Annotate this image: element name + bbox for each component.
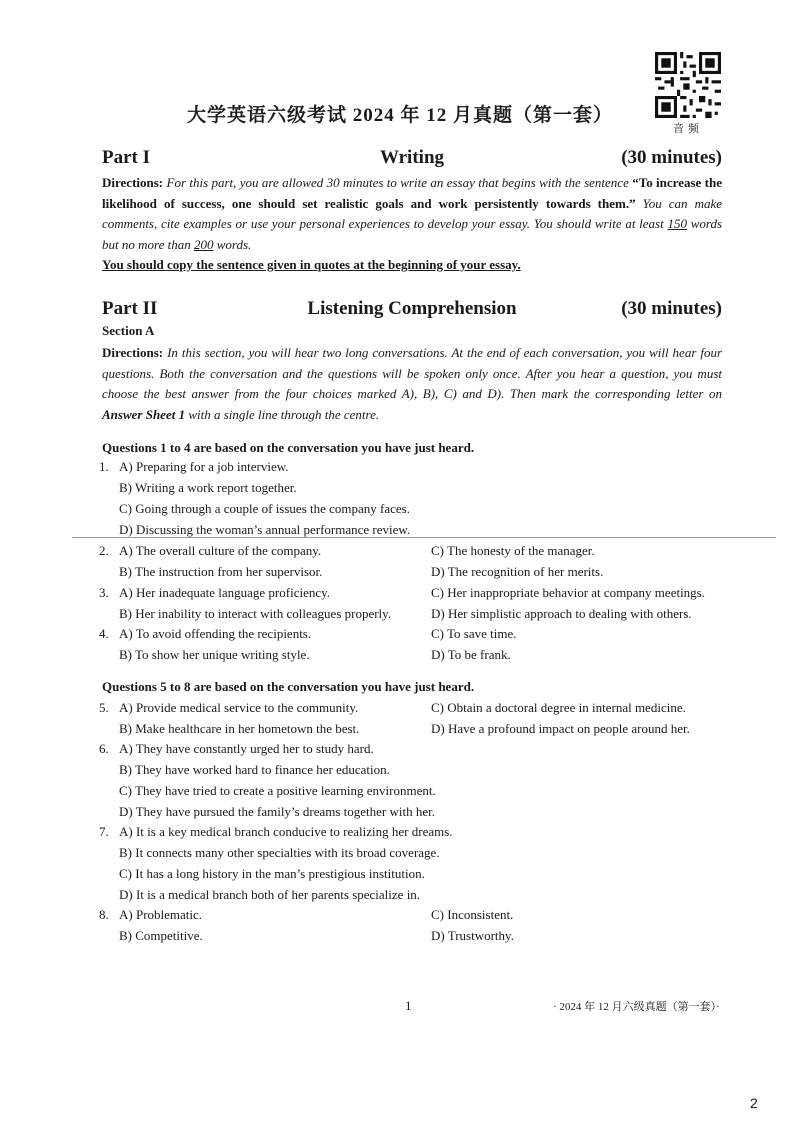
q6-option-d: D) They have pursued the family’s dreams together with her. — [119, 804, 436, 819]
q5-option-a: A) Provide medical service to the community. — [119, 700, 359, 715]
max-words: 200 — [193, 236, 214, 252]
question-number: 6. — [99, 741, 109, 756]
part2-time: (30 minutes) — [621, 298, 722, 319]
part1-time: (30 minutes) — [621, 147, 722, 168]
divider — [72, 537, 776, 538]
essay-prompt-quote: “To increase the likelihood of success, one should set realistic goals and work persistently towards them.” — [102, 175, 722, 211]
q6-option-b: B) They have worked hard to finance her education. — [119, 762, 390, 777]
page-title: 大学英语六级考试 2024 年 12 月真题（第一套） — [186, 105, 613, 126]
footer-caption: · 2024 年 12 月六级真题（第一套）· — [553, 1001, 720, 1013]
part1-label: Part I — [102, 147, 151, 168]
q2-option-a: A) The overall culture of the company. — [119, 543, 322, 558]
q3-option-a: A) Her inadequate language proficiency. — [119, 585, 331, 600]
part1-header — [102, 147, 722, 171]
directions-text: In this section, you will hear two long conversations. At the end of each conversation, you will hear four questions. Both the conversation and the questions will be spoken only once. After you hear a question, you must choose the best answer from the four choices marked A), B), C) and D). Then mark the corresponding letter on — [102, 345, 723, 401]
q3-option-b: B) Her inability to interact with colleagues properly. — [119, 606, 392, 621]
q2-option-c: C) The honesty of the manager. — [431, 543, 595, 558]
copy-instruction — [102, 255, 722, 276]
q4-option-b: B) To show her unique writing style. — [119, 647, 310, 662]
q3-option-c: C) Her inappropriate behavior at company meetings. — [431, 585, 705, 600]
q4-option-d: D) To be frank. — [431, 647, 511, 662]
q5-option-d: D) Have a profound impact on people around her. — [431, 721, 690, 736]
q1-option-a: A) Preparing for a job interview. — [119, 459, 289, 474]
q8-option-a: A) Problematic. — [119, 907, 203, 922]
question-number: 5. — [99, 700, 109, 715]
q6-option-c: C) They have tried to create a positive learning environment. — [119, 783, 436, 798]
section-a-label: Section A — [102, 323, 155, 338]
q8-option-d: D) Trustworthy. — [431, 928, 514, 943]
q6-option-a: A) They have constantly urged her to study hard. — [119, 741, 374, 756]
q3-option-d: D) Her simplistic approach to dealing with others. — [431, 606, 692, 621]
group2-heading: Questions 5 to 8 are based on the conversation you have just heard. — [102, 679, 475, 694]
q4-option-c: C) To save time. — [431, 626, 517, 641]
question-number: 1. — [99, 459, 109, 474]
q2-option-b: B) The instruction from her supervisor. — [119, 564, 323, 579]
part2-name: Listening Comprehension — [307, 298, 517, 319]
audio-label: 音频 — [673, 123, 703, 135]
group1-heading: Questions 1 to 4 are based on the conversation you have just heard. — [102, 440, 475, 455]
part1-name: Writing — [379, 147, 445, 168]
q5-option-b: B) Make healthcare in her hometown the best. — [119, 721, 360, 736]
q1-option-c: C) Going through a couple of issues the company faces. — [119, 501, 410, 516]
part2-header — [102, 298, 722, 322]
question-number: 8. — [99, 907, 109, 922]
q8-option-b: B) Competitive. — [119, 928, 203, 943]
q1-option-b: B) Writing a work report together. — [119, 480, 297, 495]
directions-label: Directions: — [102, 345, 164, 360]
part2-label: Part II — [102, 298, 158, 319]
directions-text: For this part, you are allowed 30 minutes to write an essay that begins with the sentence — [166, 175, 629, 190]
directions-text: words. — [216, 236, 252, 252]
q4-option-a: A) To avoid offending the recipients. — [119, 626, 312, 641]
q8-option-c: C) Inconsistent. — [431, 907, 514, 922]
directions-text: words but no more than — [102, 216, 723, 252]
question-number: 7. — [99, 824, 109, 839]
q7-option-d: D) It is a medical branch both of her parents specialize in. — [119, 887, 421, 902]
directions-text: You can make comments, cite examples or use your personal experiences to develop your essay. You should write at least — [102, 195, 723, 231]
part2-directions — [102, 343, 722, 425]
q5-option-c: C) Obtain a doctoral degree in internal medicine. — [431, 700, 686, 715]
directions-text: with a single line through the centre. — [188, 406, 380, 422]
qr-code-icon[interactable] — [655, 52, 721, 118]
question-number: 3. — [99, 585, 109, 600]
question-number: 4. — [99, 626, 109, 641]
min-words: 150 — [667, 216, 687, 231]
viewer-page-number: 2 — [750, 1095, 758, 1111]
q7-option-a: A) It is a key medical branch conducive to realizing her dreams. — [119, 824, 453, 839]
question-number: 2. — [99, 543, 109, 558]
q1-option-d: D) Discussing the woman’s annual performance review. — [119, 522, 411, 537]
q7-option-b: B) It connects many other specialties with its broad coverage. — [119, 845, 440, 860]
q7-option-c: C) It has a long history in the man’s prestigious institution. — [119, 866, 425, 881]
page-number: 1 — [405, 998, 412, 1013]
q2-option-d: D) The recognition of her merits. — [431, 564, 604, 579]
part1-directions — [102, 173, 722, 255]
copy-instruction-text: You should copy the sentence given in quotes at the beginning of your essay. — [102, 257, 521, 272]
answer-sheet-name: Answer Sheet 1 — [102, 406, 186, 422]
directions-label: Directions: — [102, 175, 164, 190]
